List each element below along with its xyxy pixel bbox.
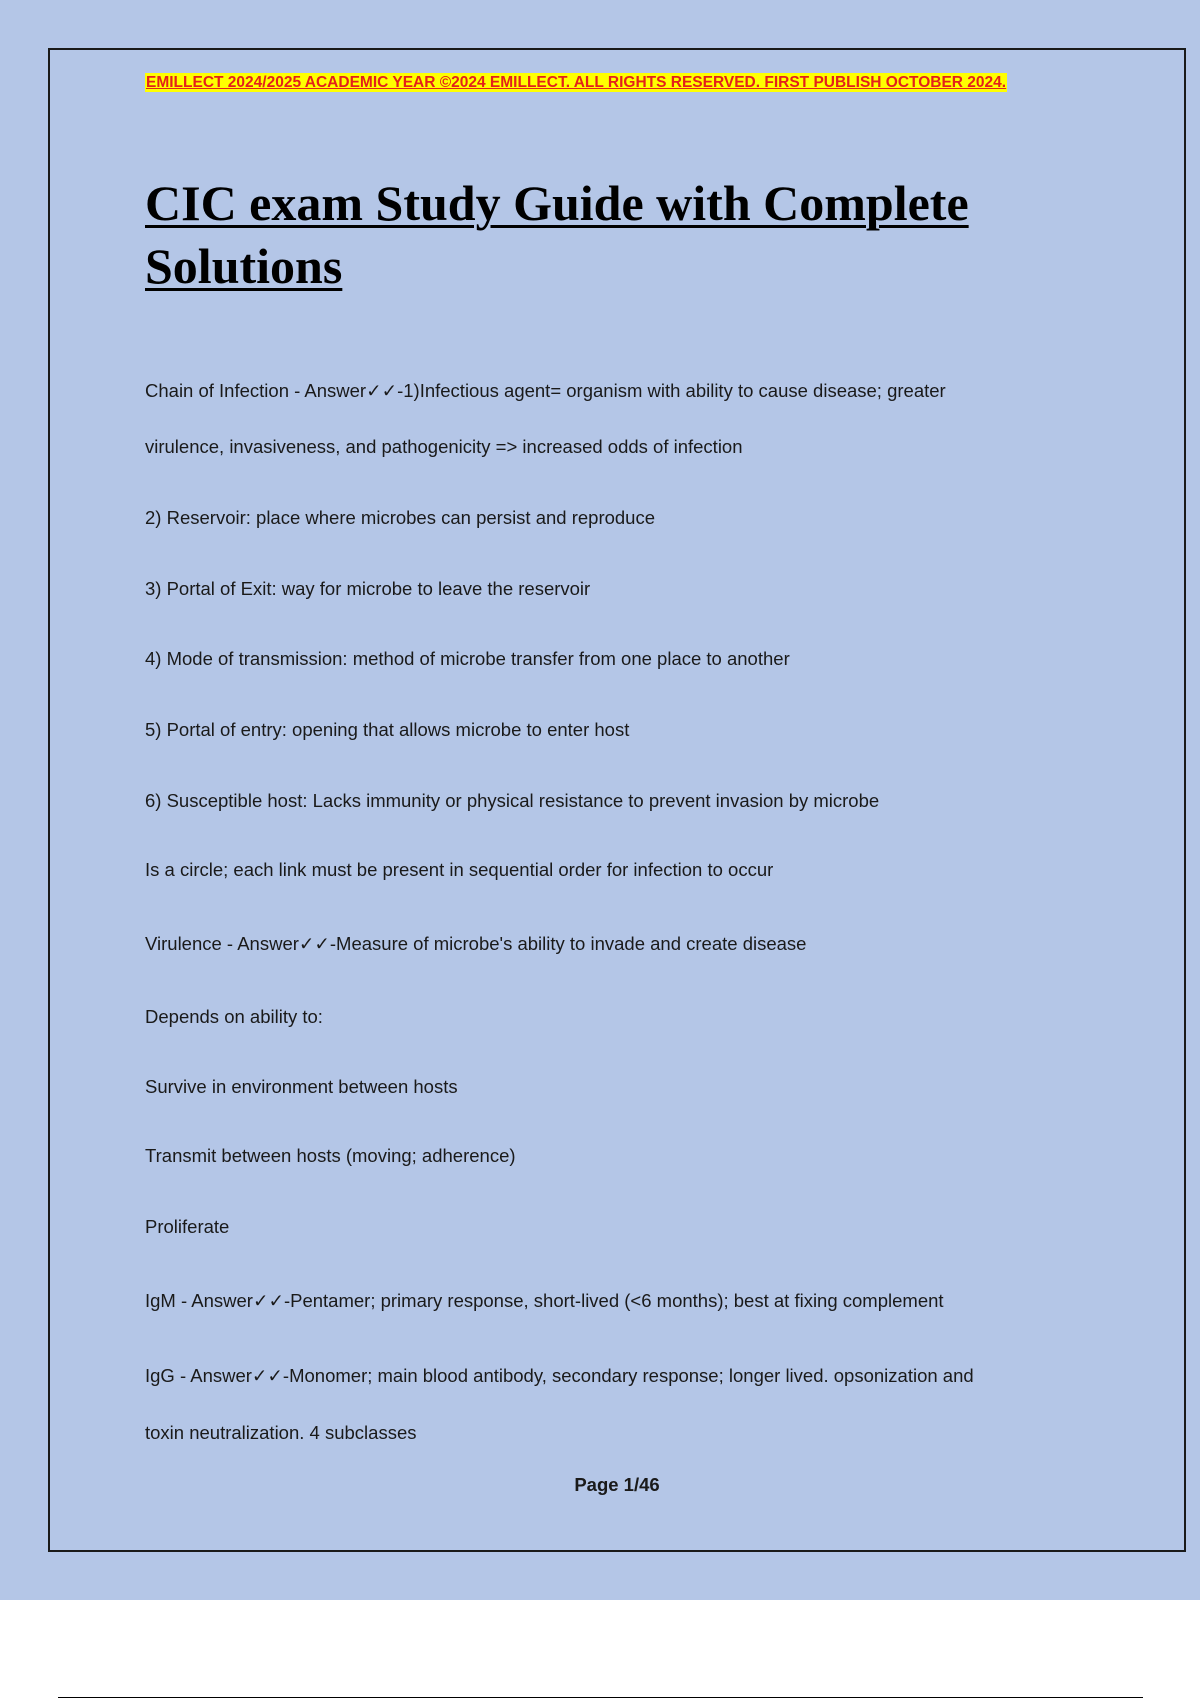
- content-line: 6) Susceptible host: Lacks immunity or physical resistance to prevent invasion by microbe: [145, 790, 880, 811]
- content-line: Chain of Infection - Answer✓✓-1)Infectious agent= organism with ability to cause disease; greater: [145, 380, 946, 401]
- content-line: Is a circle; each link must be present in sequential order for infection to occur: [145, 859, 774, 880]
- content-line: IgG - Answer✓✓-Monomer; main blood antibody, secondary response; longer lived. opsonization and: [145, 1365, 974, 1386]
- content-line: toxin neutralization. 4 subclasses: [145, 1422, 417, 1443]
- content-line: IgM - Answer✓✓-Pentamer; primary response, short-lived (<6 months); best at fixing complement: [145, 1290, 944, 1311]
- content-line: 3) Portal of Exit: way for microbe to leave the reservoir: [145, 578, 591, 599]
- page-number: Page 1/46: [574, 1474, 660, 1495]
- content-line: 5) Portal of entry: opening that allows microbe to enter host: [145, 719, 630, 740]
- document-title: [145, 172, 1045, 298]
- content-line: 2) Reservoir: place where microbes can persist and reproduce: [145, 507, 656, 528]
- content-line: 4) Mode of transmission: method of microbe transfer from one place to another: [145, 648, 790, 669]
- content-line: Survive in environment between hosts: [145, 1076, 458, 1097]
- title-line-1: CIC exam Study Guide with Complete: [145, 175, 969, 231]
- content-line: virulence, invasiveness, and pathogenicity => increased odds of infection: [145, 436, 743, 457]
- content-line: Virulence - Answer✓✓-Measure of microbe's ability to invade and create disease: [145, 933, 807, 954]
- content-line: Transmit between hosts (moving; adherence): [145, 1145, 516, 1166]
- copyright-banner: EMILLECT 2024/2025 ACADEMIC YEAR ©2024 EMILLECT. ALL RIGHTS RESERVED. FIRST PUBLISH OCTOBER 2024.: [146, 74, 1007, 91]
- content-line: Proliferate: [145, 1216, 230, 1237]
- title-line-2: Solutions: [145, 238, 343, 294]
- next-page-divider: [58, 1697, 1143, 1698]
- content-line: Depends on ability to:: [145, 1006, 323, 1027]
